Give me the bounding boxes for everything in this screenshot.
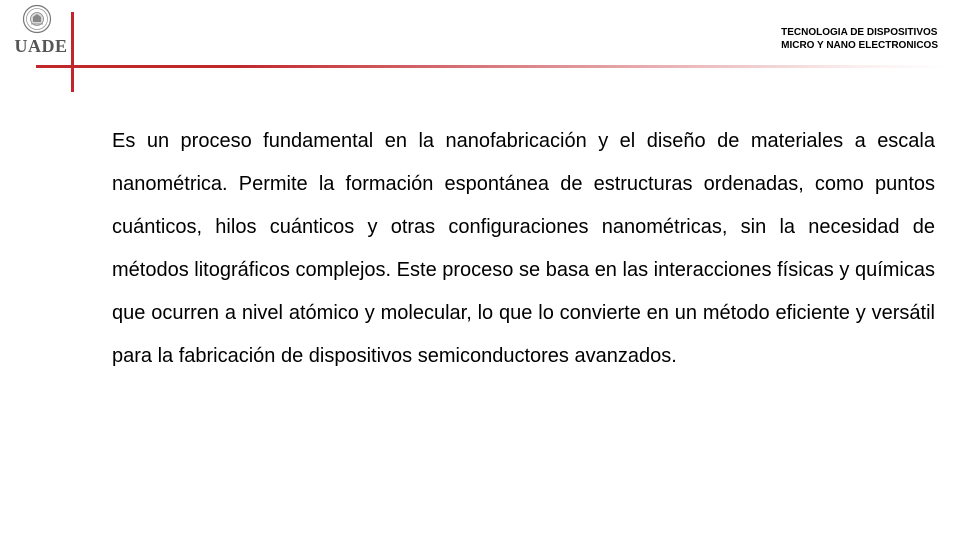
header-vertical-rule bbox=[71, 12, 74, 92]
slide-paragraph: Es un proceso fundamental en la nanofabricación y el diseño de materiales a escala nanométrica. Permite la formación espontánea de estructuras ordenadas, como puntos cuánticos, hilos cuánticos y otras configuraciones nanométricas, sin la necesidad de métodos litográficos complejos. Este proceso se basa en las interacciones físicas y químicas que ocurren a nivel atómico y molecular, lo que lo convierte en un método eficiente y versátil para la fabricación de dispositivos semiconductores avanzados. bbox=[112, 130, 935, 367]
logo-text: UADE bbox=[14, 36, 68, 56]
course-title-line-2: MICRO Y NANO ELECTRONICOS bbox=[781, 40, 938, 51]
course-title-line-1: TECNOLOGIA DE DISPOSITIVOS bbox=[781, 27, 938, 38]
uade-logo bbox=[8, 4, 68, 60]
course-title bbox=[781, 26, 938, 52]
university-seal-icon bbox=[22, 4, 52, 34]
header-horizontal-rule bbox=[36, 65, 946, 68]
